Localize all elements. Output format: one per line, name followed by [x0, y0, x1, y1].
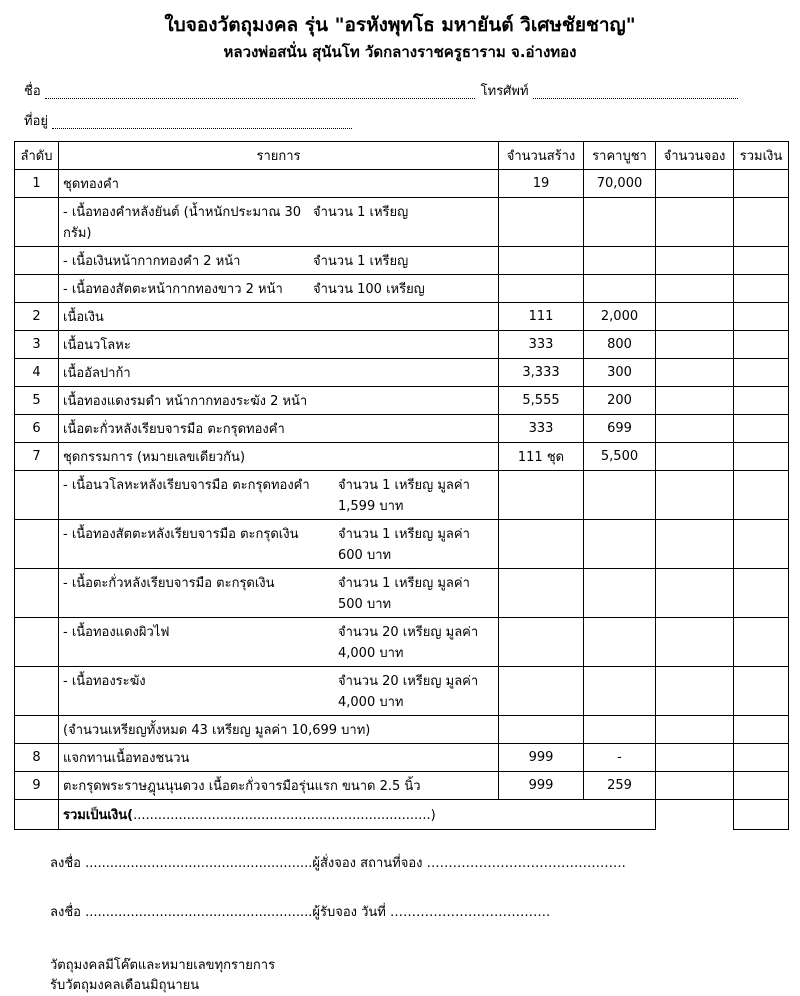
- phone-label: โทรศัพท์: [480, 84, 529, 99]
- page-title: ใบจองวัตถุมงคล รุ่น "อรหังพุทโธ มหายันต์ วิเศษชัยชาญ": [164, 14, 636, 36]
- cell-desc: เนื้ออัลปาก้า: [59, 359, 499, 387]
- cell-subitem-note: (จำนวนเหรียญทั้งหมด 43 เหรียญ มูลค่า 10,699 บาท): [59, 716, 499, 744]
- name-input[interactable]: [45, 87, 475, 99]
- footnote-line-1: วัตถุมงคลมีโค๊ตและหมายเลขทุกรายการ: [50, 958, 276, 973]
- cell-price: [584, 198, 656, 247]
- header-booked: จำนวนจอง: [656, 142, 734, 170]
- cell-no: 9: [15, 772, 59, 800]
- cell-total[interactable]: [734, 387, 789, 415]
- subitem-label: - เนื้อทองระฆัง: [63, 674, 146, 689]
- cell-total[interactable]: [734, 618, 789, 667]
- header-price: ราคาบูชา: [584, 142, 656, 170]
- table-subrow: [15, 569, 789, 618]
- cell-booked[interactable]: [656, 198, 734, 247]
- cell-price: [584, 667, 656, 716]
- phone-input[interactable]: [533, 87, 738, 99]
- table-row: [15, 303, 789, 331]
- cell-no: 2: [15, 303, 59, 331]
- table-subrow: [15, 471, 789, 520]
- cell-price: 200: [584, 387, 656, 415]
- cell-price: 5,500: [584, 443, 656, 471]
- cell-desc: เนื้อเงิน: [59, 303, 499, 331]
- cell-subitem: [59, 198, 499, 247]
- header-made: จำนวนสร้าง: [499, 142, 584, 170]
- cell-made: 999: [499, 772, 584, 800]
- table-subrow: [15, 198, 789, 247]
- cell-booked[interactable]: [656, 247, 734, 275]
- cell-made: 333: [499, 415, 584, 443]
- cell-made: [499, 520, 584, 569]
- cell-booked[interactable]: [656, 471, 734, 520]
- cell-total[interactable]: [734, 443, 789, 471]
- cell-no: [15, 275, 59, 303]
- cell-booked[interactable]: [656, 520, 734, 569]
- cell-price: [584, 471, 656, 520]
- subitem-label: - เนื้อตะกั่วหลังเรียบจารมือ ตะกรุดเงิน: [63, 576, 275, 591]
- cell-total[interactable]: [734, 520, 789, 569]
- cell-desc: ชุดทองคำ: [59, 170, 499, 198]
- footnote-line-2: รับวัตถุมงคลเดือนมิถุนายน: [50, 978, 200, 993]
- name-phone-row: [24, 80, 772, 101]
- cell-booked[interactable]: [656, 303, 734, 331]
- cell-booked[interactable]: [656, 772, 734, 800]
- cell-total[interactable]: [734, 471, 789, 520]
- table-subrow: [15, 520, 789, 569]
- cell-price: 300: [584, 359, 656, 387]
- cell-total[interactable]: [734, 569, 789, 618]
- cell-made: 5,555: [499, 387, 584, 415]
- cell-desc: เนื้อนวโลหะ: [59, 331, 499, 359]
- cell-desc: เนื้อตะกั่วหลังเรียบจารมือ ตะกรุดทองคำ: [59, 415, 499, 443]
- table-row: [15, 331, 789, 359]
- cell-subitem: [59, 275, 499, 303]
- cell-total[interactable]: [734, 359, 789, 387]
- cell-no: [15, 471, 59, 520]
- subitem-qty: จำนวน 1 เหรียญ มูลค่า 500 บาท: [338, 576, 470, 612]
- subitem-label: - เนื้อทองสัตตะหน้ากากทองขาว 2 หน้า: [63, 282, 283, 297]
- cell-booked[interactable]: [656, 359, 734, 387]
- cell-no: [15, 618, 59, 667]
- cell-no: [15, 198, 59, 247]
- document-header: [10, 12, 790, 64]
- cell-total[interactable]: [734, 415, 789, 443]
- subitem-label: - เนื้อนวโลหะหลังเรียบจารมือ ตะกรุดทองคำ: [63, 478, 310, 493]
- cell-made: [499, 471, 584, 520]
- cell-price: [584, 520, 656, 569]
- summary-label: รวมเป็นเงิน(: [63, 808, 134, 823]
- cell-no: [15, 247, 59, 275]
- cell-no: 7: [15, 443, 59, 471]
- cell-made: [499, 618, 584, 667]
- cell-subitem: [59, 618, 499, 667]
- cell-total[interactable]: [734, 247, 789, 275]
- table-row: [15, 443, 789, 471]
- cell-price: [584, 618, 656, 667]
- cell-desc: ตะกรุดพระราษฎุนนุนดวง เนื้อตะกั่วจารมือรุ่นแรก ขนาด 2.5 นิ้ว: [59, 772, 499, 800]
- table-subrow: [15, 667, 789, 716]
- subitem-qty: จำนวน 20 เหรียญ มูลค่า 4,000 บาท: [338, 625, 479, 661]
- table-row: [15, 772, 789, 800]
- table-row: [15, 170, 789, 198]
- cell-made: 999: [499, 744, 584, 772]
- cell-made: [499, 716, 584, 744]
- cell-no: 3: [15, 331, 59, 359]
- name-label: ชื่อ: [24, 84, 41, 99]
- cell-price: -: [584, 744, 656, 772]
- address-label: ที่อยู่: [24, 114, 48, 129]
- cell-price: [584, 569, 656, 618]
- table-subrow: [15, 275, 789, 303]
- page-subtitle: หลวงพ่อสนั่น สุนันโท วัดกลางราชครูธาราม จ.อ่างทอง: [223, 43, 577, 61]
- subitem-label: - เนื้อทองแดงผิวไฟ: [63, 625, 170, 640]
- cell-made: [499, 667, 584, 716]
- cell-no: [15, 800, 59, 830]
- subitem-qty: จำนวน 1 เหรียญ มูลค่า 1,599 บาท: [338, 478, 470, 514]
- summary-blank: [656, 800, 734, 830]
- cell-price: 800: [584, 331, 656, 359]
- cell-total[interactable]: [734, 275, 789, 303]
- cell-no: [15, 569, 59, 618]
- table-summary-row: [15, 800, 789, 830]
- subitem-qty: จำนวน 100 เหรียญ: [313, 282, 425, 297]
- cell-total[interactable]: [734, 331, 789, 359]
- signature-buyer[interactable]: ลงชื่อ .......................................................ผู้สั่งจอง สถานที่จอง ……………………………………….: [50, 856, 626, 871]
- cell-price: 70,000: [584, 170, 656, 198]
- cell-made: [499, 569, 584, 618]
- address-row: [24, 110, 772, 131]
- subitem-qty: จำนวน 1 เหรียญ: [313, 254, 409, 269]
- subitem-label: - เนื้อเงินหน้ากากทองคำ 2 หน้า: [63, 254, 241, 269]
- footnote-block: [50, 956, 790, 996]
- subitem-qty: จำนวน 1 เหรียญ มูลค่า 600 บาท: [338, 527, 470, 563]
- signature-block: [50, 852, 790, 922]
- cell-made: 111 ชุด: [499, 443, 584, 471]
- signature-receiver[interactable]: ลงชื่อ .......................................................ผู้รับจอง วันที่ ……………………………….: [50, 905, 551, 920]
- cell-total[interactable]: [734, 198, 789, 247]
- cell-booked[interactable]: [656, 716, 734, 744]
- cell-price: 699: [584, 415, 656, 443]
- cell-price: 2,000: [584, 303, 656, 331]
- cell-no: [15, 520, 59, 569]
- cell-no: [15, 716, 59, 744]
- cell-total[interactable]: [734, 303, 789, 331]
- cell-total[interactable]: [734, 744, 789, 772]
- cell-subitem: [59, 247, 499, 275]
- cell-price: [584, 247, 656, 275]
- cell-made: 333: [499, 331, 584, 359]
- table-header-row: [15, 142, 789, 170]
- cell-total[interactable]: [734, 772, 789, 800]
- cell-no: [15, 667, 59, 716]
- cell-made: [499, 198, 584, 247]
- table-subrow: [15, 716, 789, 744]
- cell-made: 19: [499, 170, 584, 198]
- subitem-label: - เนื้อทองสัตตะหลังเรียบจารมือ ตะกรุดเงิน: [63, 527, 299, 542]
- header-no: ลำดับ: [15, 142, 59, 170]
- cell-booked[interactable]: [656, 443, 734, 471]
- table-row: [15, 359, 789, 387]
- summary-dots[interactable]: ........................................................................): [133, 808, 436, 823]
- summary-amount-cell: [59, 800, 656, 830]
- header-total: รวมเงิน: [734, 142, 789, 170]
- table-subrow: [15, 618, 789, 667]
- cell-made: [499, 275, 584, 303]
- cell-booked[interactable]: [656, 415, 734, 443]
- cell-booked[interactable]: [656, 170, 734, 198]
- table-row: [15, 744, 789, 772]
- address-input[interactable]: [52, 117, 352, 129]
- cell-made: 111: [499, 303, 584, 331]
- cell-subitem: [59, 520, 499, 569]
- cell-booked[interactable]: [656, 618, 734, 667]
- cell-total[interactable]: [734, 170, 789, 198]
- cell-desc: ชุดกรรมการ (หมายเลขเดียวกัน): [59, 443, 499, 471]
- cell-total[interactable]: [734, 667, 789, 716]
- subitem-label: - เนื้อทองคำหลังยันต์ (น้ำหนักประมาณ 30 กรัม): [63, 205, 302, 241]
- cell-booked[interactable]: [656, 744, 734, 772]
- cell-subitem: [59, 471, 499, 520]
- cell-booked[interactable]: [656, 331, 734, 359]
- cell-no: 1: [15, 170, 59, 198]
- header-desc: รายการ: [59, 142, 499, 170]
- table-row: [15, 387, 789, 415]
- summary-total[interactable]: [734, 800, 789, 830]
- cell-subitem: [59, 569, 499, 618]
- cell-desc: เนื้อทองแดงรมดำ หน้ากากทองระฆัง 2 หน้า: [59, 387, 499, 415]
- cell-price: [584, 716, 656, 744]
- cell-subitem: [59, 667, 499, 716]
- cell-desc: แจกทานเนื้อทองชนวน: [59, 744, 499, 772]
- customer-form: [10, 80, 790, 131]
- table-subrow: [15, 247, 789, 275]
- cell-total[interactable]: [734, 716, 789, 744]
- cell-made: [499, 247, 584, 275]
- cell-no: 6: [15, 415, 59, 443]
- table-row: [15, 415, 789, 443]
- subitem-qty: จำนวน 20 เหรียญ มูลค่า 4,000 บาท: [338, 674, 479, 710]
- cell-made: 3,333: [499, 359, 584, 387]
- cell-booked[interactable]: [656, 387, 734, 415]
- cell-booked[interactable]: [656, 569, 734, 618]
- cell-price: [584, 275, 656, 303]
- cell-booked[interactable]: [656, 667, 734, 716]
- cell-no: 4: [15, 359, 59, 387]
- cell-no: 8: [15, 744, 59, 772]
- cell-price: 259: [584, 772, 656, 800]
- cell-booked[interactable]: [656, 275, 734, 303]
- subitem-qty: จำนวน 1 เหรียญ: [313, 205, 409, 220]
- order-table: [14, 141, 789, 830]
- cell-no: 5: [15, 387, 59, 415]
